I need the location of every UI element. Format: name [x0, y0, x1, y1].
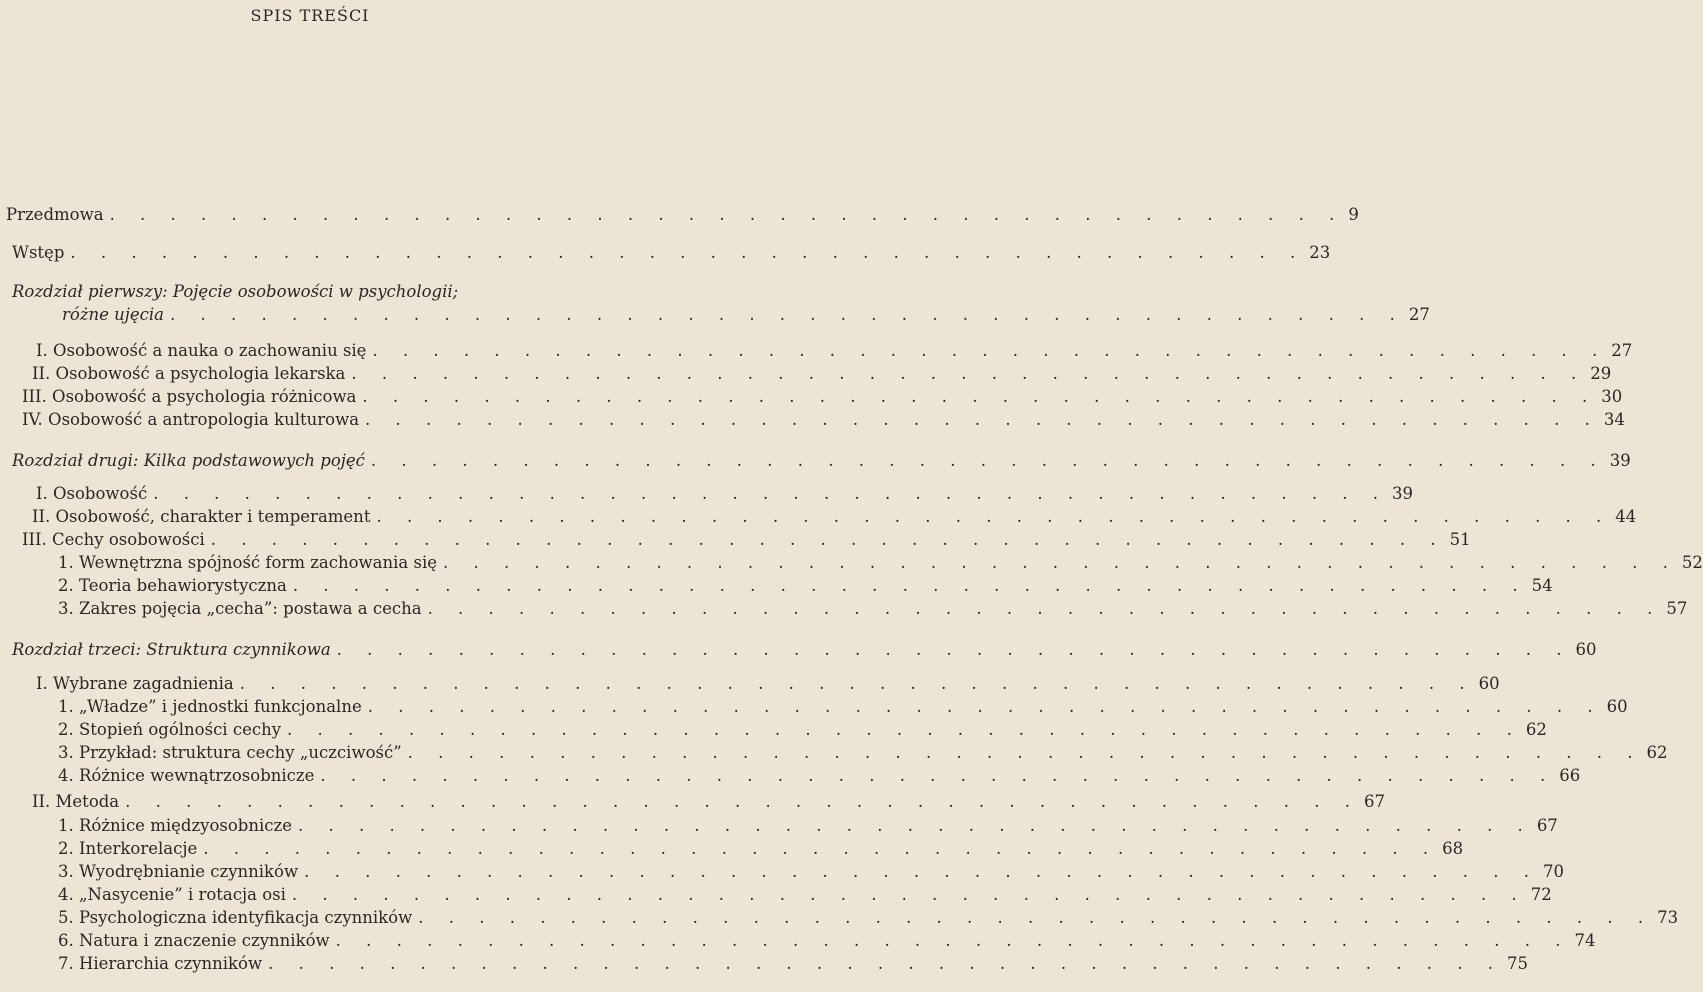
- toc-entry-page: 72: [1530, 885, 1552, 904]
- toc-entry-title: Rozdział drugi: Kilka podstawowych pojęć: [12, 451, 365, 470]
- leader-dots: . . . . . . . . . . . . . . . . . . . . . . . . . . . . . . . . . . . . . . . . .: [153, 484, 1389, 503]
- toc-entry-title: I. Osobowość: [36, 484, 148, 503]
- toc-entry-page: 70: [1542, 862, 1564, 881]
- leader-dots: . . . . . . . . . . . . . . . . . . . . . . . . . . . . . . . . . . . . . . . . .: [287, 720, 1522, 739]
- toc-entry-title: różne ujęcia: [62, 305, 165, 324]
- toc-entry: [58, 907, 1679, 929]
- leader-dots: . . . . . . . . . . . . . . . . . . . . . . . . . . . . . . . . . . . . . . . . .: [427, 599, 1663, 618]
- toc-entry-title: 1. „Władze” i jednostki funkcjonalne: [58, 697, 362, 716]
- toc-entry-page: 68: [1442, 839, 1464, 858]
- toc-entry: [58, 884, 1552, 906]
- toc-entry: [6, 204, 1359, 226]
- toc-entry: [36, 340, 1633, 362]
- toc-entry-page: 54: [1531, 576, 1553, 595]
- toc-entry-title: 4. Różnice wewnątrzosobnicze: [58, 766, 315, 785]
- toc-entry: [58, 861, 1564, 883]
- toc-entry: [58, 930, 1596, 952]
- toc-entry-page: 23: [1309, 243, 1331, 262]
- leader-dots: . . . . . . . . . . . . . . . . . . . . . . . . . . . . . . . . . . . . . . . . .: [351, 364, 1587, 383]
- toc-entry-page: 67: [1364, 792, 1385, 811]
- leader-dots: . . . . . . . . . . . . . . . . . . . . . . . . . . . . . . . . . . . . . . . . .: [297, 816, 1533, 835]
- toc-entry: [58, 765, 1581, 787]
- toc-entry-page: 30: [1601, 387, 1623, 406]
- toc-entry: [12, 242, 1331, 264]
- toc-entry: [22, 386, 1623, 408]
- toc-entry-page: 74: [1574, 931, 1596, 950]
- toc-entry-page: 66: [1559, 766, 1581, 785]
- toc-entry-title: 7. Hierarchia czynników: [58, 954, 263, 973]
- toc-entry-title: I. Osobowość a nauka o zachowaniu się: [36, 341, 367, 360]
- toc-entry: [58, 815, 1558, 837]
- toc-entry-page: 67: [1536, 816, 1558, 835]
- toc-entry-page: 27: [1408, 305, 1430, 324]
- toc-entry-title: II. Metoda: [32, 792, 120, 811]
- page-title: SPIS TREŚCI: [250, 6, 370, 25]
- toc-entry-page: 39: [1609, 451, 1631, 470]
- leader-dots: . . . . . . . . . . . . . . . . . . . . . . . . . . . . . . . . . . . . . . . . .: [367, 697, 1603, 716]
- leader-dots: . . . . . . . . . . . . . . . . . . . . . . . . . . . . . . . . . . . . . . . . .: [372, 341, 1608, 360]
- toc-entry-title: 6. Natura i znaczenie czynników: [58, 931, 330, 950]
- toc-entry: [22, 529, 1471, 551]
- toc-entry-title: 5. Psychologiczna identyfikacja czynników: [58, 908, 413, 927]
- toc-entry-title: Rozdział pierwszy: Pojęcie osobowości w psychologii;: [12, 282, 459, 301]
- toc-entry-title: 3. Wyodrębnianie czynników: [58, 862, 299, 881]
- toc-entry: [36, 673, 1500, 695]
- toc-entry-page: 62: [1646, 743, 1668, 762]
- toc-entry-title: 2. Teoria behawiorystyczna: [58, 576, 287, 595]
- toc-entry-title: 3. Zakres pojęcia „cecha”: postawa a cecha: [58, 599, 422, 618]
- chapter-heading: [12, 450, 1631, 472]
- toc-entry-title: I. Wybrane zagadnienia: [36, 674, 234, 693]
- toc-entry: [58, 953, 1528, 975]
- toc-entry-page: 27: [1611, 341, 1633, 360]
- toc-entry-title: Rozdział trzeci: Struktura czynnikowa: [12, 640, 331, 659]
- toc-entry-title: III. Cechy osobowości: [22, 530, 205, 549]
- toc-entry-title: 3. Przykład: struktura cechy „uczciwość”: [58, 743, 402, 762]
- leader-dots: . . . . . . . . . . . . . . . . . . . . . . . . . . . . . . . . . . . . . . . . .: [407, 743, 1643, 762]
- toc-entry: [32, 363, 1612, 385]
- toc-entry: [58, 598, 1688, 620]
- toc-entry-page: 9: [1348, 205, 1359, 224]
- toc-entry-page: 51: [1449, 530, 1471, 549]
- toc-entry-page: 39: [1392, 484, 1414, 503]
- toc-entry-title: Wstęp: [12, 243, 65, 262]
- toc-entry-title: 1. Różnice międzyosobnicze: [58, 816, 292, 835]
- leader-dots: . . . . . . . . . . . . . . . . . . . . . . . . . . . . . . . . . . . . . . . . .: [335, 931, 1571, 950]
- toc-entry: [32, 791, 1385, 813]
- toc-entry-title: Przedmowa: [6, 205, 104, 224]
- toc-entry: [58, 838, 1464, 860]
- leader-dots: . . . . . . . . . . . . . . . . . . . . . . . . . . . . . . . . . . . . . . . . .: [292, 576, 1528, 595]
- leader-dots: . . . . . . . . . . . . . . . . . . . . . . . . . . . . . . . . . . . . . . . . .: [443, 553, 1678, 572]
- toc-entry-page: 44: [1615, 507, 1637, 526]
- toc-entry-title: IV. Osobowość a antropologia kulturowa: [22, 410, 360, 429]
- toc-entry: [32, 506, 1637, 528]
- leader-dots: . . . . . . . . . . . . . . . . . . . . . . . . . . . . . . . . . . . . . . . . .: [418, 908, 1654, 927]
- leader-dots: . . . . . . . . . . . . . . . . . . . . . . . . . . . . . . . . . . . . . . . . .: [125, 792, 1360, 811]
- leader-dots: . . . . . . . . . . . . . . . . . . . . . . . . . . . . . . . . . . . . . . . . .: [239, 674, 1475, 693]
- leader-dots: . . . . . . . . . . . . . . . . . . . . . . . . . . . . . . . . . . . . . . . . .: [70, 243, 1306, 262]
- toc-entry-page: 29: [1590, 364, 1612, 383]
- leader-dots: . . . . . . . . . . . . . . . . . . . . . . . . . . . . . . . . . . . . . . . . .: [370, 451, 1606, 470]
- toc-entry: [58, 696, 1628, 718]
- leader-dots: . . . . . . . . . . . . . . . . . . . . . . . . . . . . . . . . . . . . . . . . .: [210, 530, 1446, 549]
- leader-dots: . . . . . . . . . . . . . . . . . . . . . . . . . . . . . . . . . . . . . . . . .: [268, 954, 1503, 973]
- toc-entry: [22, 409, 1625, 431]
- toc-entry: [58, 575, 1553, 597]
- toc-entry-page: 52: [1681, 553, 1703, 572]
- chapter-heading: [62, 304, 1430, 326]
- toc-entry-title: II. Osobowość, charakter i temperament: [32, 507, 371, 526]
- toc-entry: [58, 742, 1668, 764]
- toc-entry-page: 75: [1506, 954, 1528, 973]
- toc-entry-title: III. Osobowość a psychologia różnicowa: [22, 387, 357, 406]
- leader-dots: . . . . . . . . . . . . . . . . . . . . . . . . . . . . . . . . . . . . . . . . .: [109, 205, 1345, 224]
- leader-dots: . . . . . . . . . . . . . . . . . . . . . . . . . . . . . . . . . . . . . . . . .: [291, 885, 1527, 904]
- toc-entry: [36, 483, 1414, 505]
- chapter-heading: [12, 639, 1597, 661]
- leader-dots: . . . . . . . . . . . . . . . . . . . . . . . . . . . . . . . . . . . . . . . . .: [365, 410, 1600, 429]
- toc-entry-page: 73: [1657, 908, 1679, 927]
- toc-entry: [58, 719, 1547, 741]
- toc-entry-page: 60: [1606, 697, 1628, 716]
- leader-dots: . . . . . . . . . . . . . . . . . . . . . . . . . . . . . . . . . . . . . . . . .: [320, 766, 1556, 785]
- toc-entry-title: II. Osobowość a psychologia lekarska: [32, 364, 346, 383]
- leader-dots: . . . . . . . . . . . . . . . . . . . . . . . . . . . . . . . . . . . . . . . . .: [170, 305, 1405, 324]
- leader-dots: . . . . . . . . . . . . . . . . . . . . . . . . . . . . . . . . . . . . . . . . .: [362, 387, 1598, 406]
- leader-dots: . . . . . . . . . . . . . . . . . . . . . . . . . . . . . . . . . . . . . . . . .: [376, 507, 1612, 526]
- toc-entry-page: 60: [1575, 640, 1597, 659]
- toc-entry-page: 62: [1525, 720, 1547, 739]
- toc-entry-title: 4. „Nasycenie” i rotacja osi: [58, 885, 286, 904]
- toc-entry-page: 60: [1478, 674, 1500, 693]
- toc-entry-page: 57: [1666, 599, 1688, 618]
- toc-entry-page: 34: [1603, 410, 1625, 429]
- toc-entry-title: 1. Wewnętrzna spójność form zachowania się: [58, 553, 438, 572]
- leader-dots: . . . . . . . . . . . . . . . . . . . . . . . . . . . . . . . . . . . . . . . . .: [336, 640, 1572, 659]
- leader-dots: . . . . . . . . . . . . . . . . . . . . . . . . . . . . . . . . . . . . . . . . .: [203, 839, 1439, 858]
- chapter-heading: [12, 281, 614, 303]
- leader-dots: . . . . . . . . . . . . . . . . . . . . . . . . . . . . . . . . . . . . . . . . .: [304, 862, 1539, 881]
- toc-entry-title: 2. Interkorelacje: [58, 839, 198, 858]
- toc-entry-title: 2. Stopień ogólności cechy: [58, 720, 282, 739]
- toc-entry: [58, 552, 1703, 574]
